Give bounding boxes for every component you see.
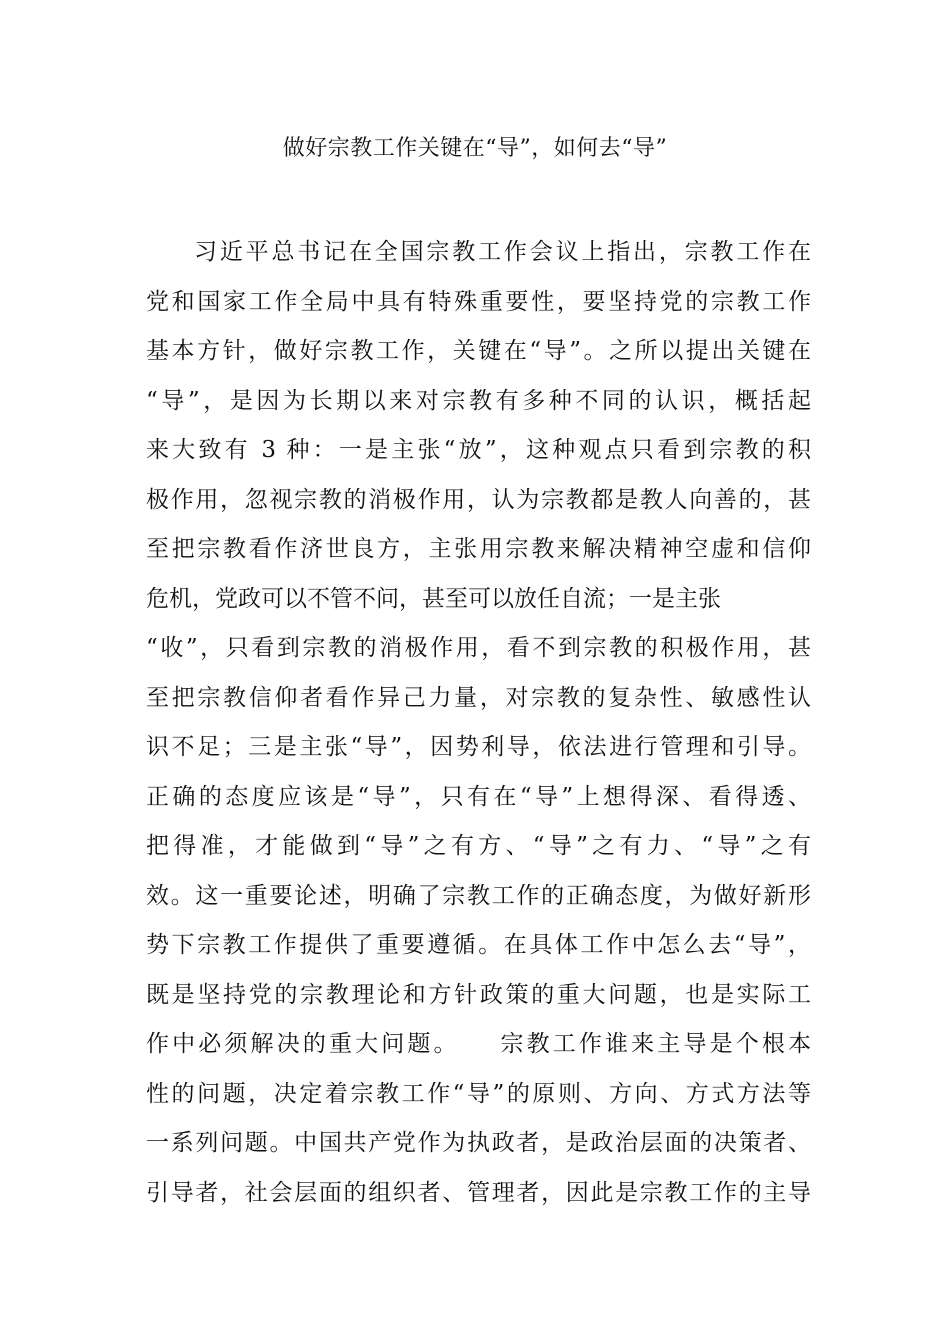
paragraph-line: 效。这一重要论述，明确了宗教工作的正确态度，为做好新形 (146, 882, 811, 909)
paragraph-line: “收”，只看到宗教的消极作用，看不到宗教的积极作用，甚 (146, 635, 811, 661)
paragraph-line: “导”，是因为长期以来对宗教有多种不同的认识，概括起 (146, 387, 811, 414)
paragraph-line: 至把宗教信仰者看作异己力量，对宗教的复杂性、敏感性认 (146, 684, 811, 711)
paragraph-line: 极作用，忽视宗教的消极作用，认为宗教都是教人向善的，甚 (146, 486, 811, 513)
paragraph-line: 危机，党政可以不管不问，甚至可以放任自流；一是主张 (146, 585, 721, 612)
paragraph-line: 来大致有 3 种：一是主张“放”，这种观点只看到宗教的积 (146, 437, 811, 463)
paragraph-line: 势下宗教工作提供了重要遵循。在具体工作中怎么去“导”， (146, 932, 811, 958)
paragraph-line: 一系列问题。中国共产党作为执政者，是政治层面的决策者、 (146, 1130, 811, 1156)
paragraph-line: 正确的态度应该是“导”，只有在“导”上想得深、看得透、 (146, 783, 811, 810)
paragraph-line: 党和国家工作全局中具有特殊重要性，要坚持党的宗教工作 (146, 288, 811, 315)
paragraph-line: 基本方针，做好宗教工作，关键在“导”。之所以提出关键在 (146, 338, 811, 364)
document-title: 做好宗教工作关键在“导”，如何去“导” (282, 136, 668, 161)
paragraph-line: 习近平总书记在全国宗教工作会议上指出，宗教工作在 (194, 239, 811, 265)
paragraph-line: 把得准，才能做到“导”之有方、“导”之有力、“导”之有 (146, 833, 811, 859)
paragraph-line: 性的问题，决定着宗教工作“导”的原则、方向、方式方法等 (146, 1080, 811, 1107)
paragraph-line: 至把宗教看作济世良方，主张用宗教来解决精神空虚和信仰 (146, 536, 811, 562)
document-body (146, 228, 811, 1218)
paragraph-line: 作中必须解决的重大问题。 宗教工作谁来主导是个根本 (146, 1031, 811, 1057)
paragraph-line: 引导者，社会层面的组织者、管理者，因此是宗教工作的主导 (146, 1179, 811, 1206)
paragraph-line: 识不足；三是主张“导”，因势利导，依法进行管理和引导。 (146, 734, 811, 760)
paragraph-line: 既是坚持党的宗教理论和方针政策的重大问题，也是实际工 (146, 981, 811, 1008)
